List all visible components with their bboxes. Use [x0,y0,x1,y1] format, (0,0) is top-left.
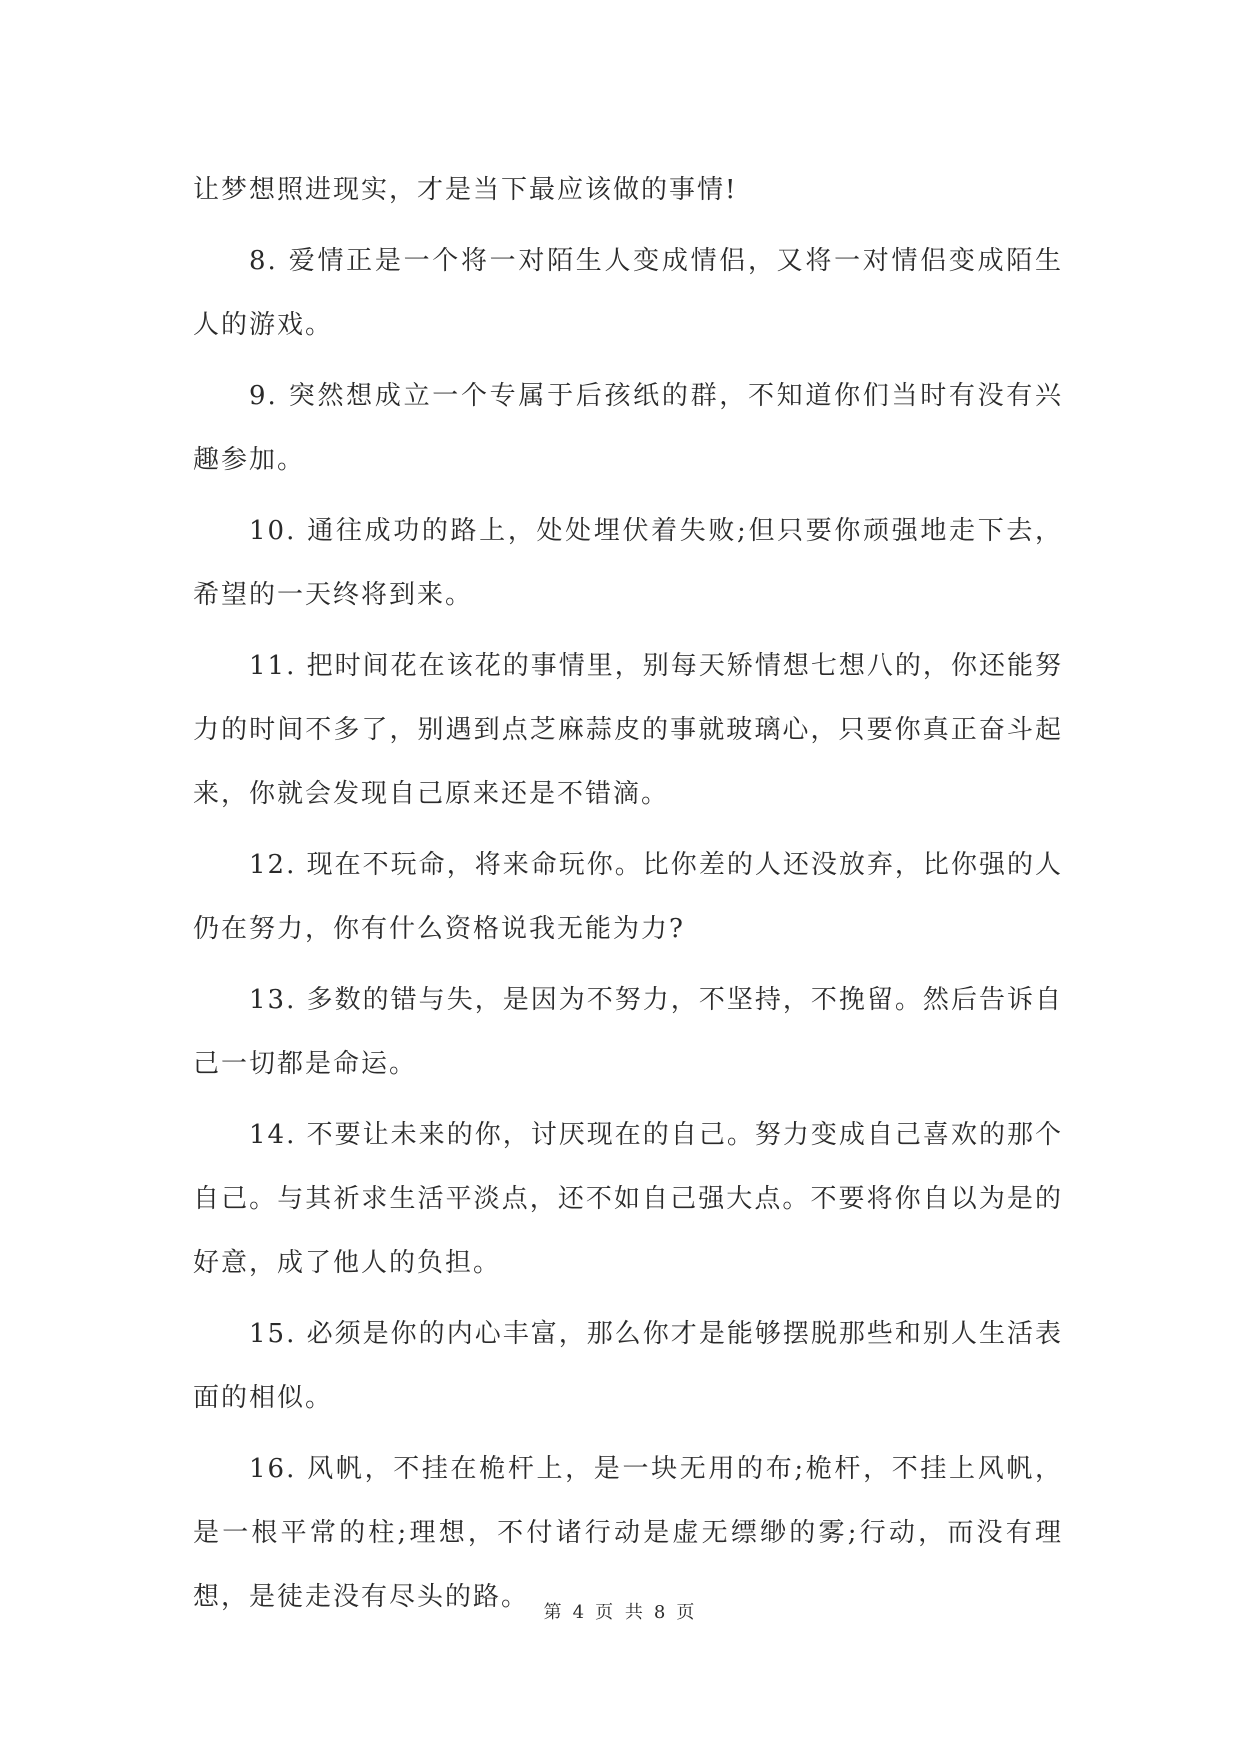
paragraph-item-12: 12. 现在不玩命，将来命玩你。比你差的人还没放弃，比你强的人仍在努力，你有什么资格说我无能为力? [193,850,1063,944]
paragraph-item-15: 15. 必须是你的内心丰富，那么你才是能够摆脱那些和别人生活表面的相似。 [193,1319,1063,1413]
paragraph-item-11: 11. 把时间花在该花的事情里，别每天矫情想七想八的，你还能努力的时间不多了，别遇到点芝麻蒜皮的事就玻璃心，只要你真正奋斗起来，你就会发现自己原来还是不错滴。 [193,651,1063,809]
paragraph-item-9: 9. 突然想成立一个专属于后孩纸的群，不知道你们当时有没有兴趣参加。 [193,381,1063,475]
paragraph-item-16: 16. 风帆，不挂在桅杆上，是一块无用的布;桅杆，不挂上风帆，是一根平常的柱;理想，不付诸行动是虚无缥缈的雾;行动，而没有理想，是徒走没有尽头的路。 [193,1454,1063,1612]
paragraph-item-14: 14. 不要让未来的你，讨厌现在的自己。努力变成自己喜欢的那个自己。与其祈求生活平淡点，还不如自己强大点。不要将你自以为是的好意，成了他人的负担。 [193,1120,1063,1278]
document-body [193,158,1063,1636]
paragraph-item-10: 10. 通往成功的路上，处处埋伏着失败;但只要你顽强地走下去，希望的一天终将到来。 [193,516,1063,610]
footer-suffix: 页 [676,1602,698,1623]
footer-prefix: 第 [543,1602,565,1623]
current-page-number: 4 [572,1602,588,1623]
total-page-number: 8 [653,1602,669,1623]
paragraph-continuation: 让梦想照进现实，才是当下最应该做的事情! [193,175,738,205]
paragraph-item-8: 8. 爱情正是一个将一对陌生人变成情侣，又将一对情侣变成陌生人的游戏。 [193,246,1063,340]
page-footer [0,1598,1241,1624]
paragraph-item-13: 13. 多数的错与失，是因为不努力，不坚持，不挽留。然后告诉自己一切都是命运。 [193,985,1063,1079]
footer-middle: 页 共 [595,1602,646,1623]
